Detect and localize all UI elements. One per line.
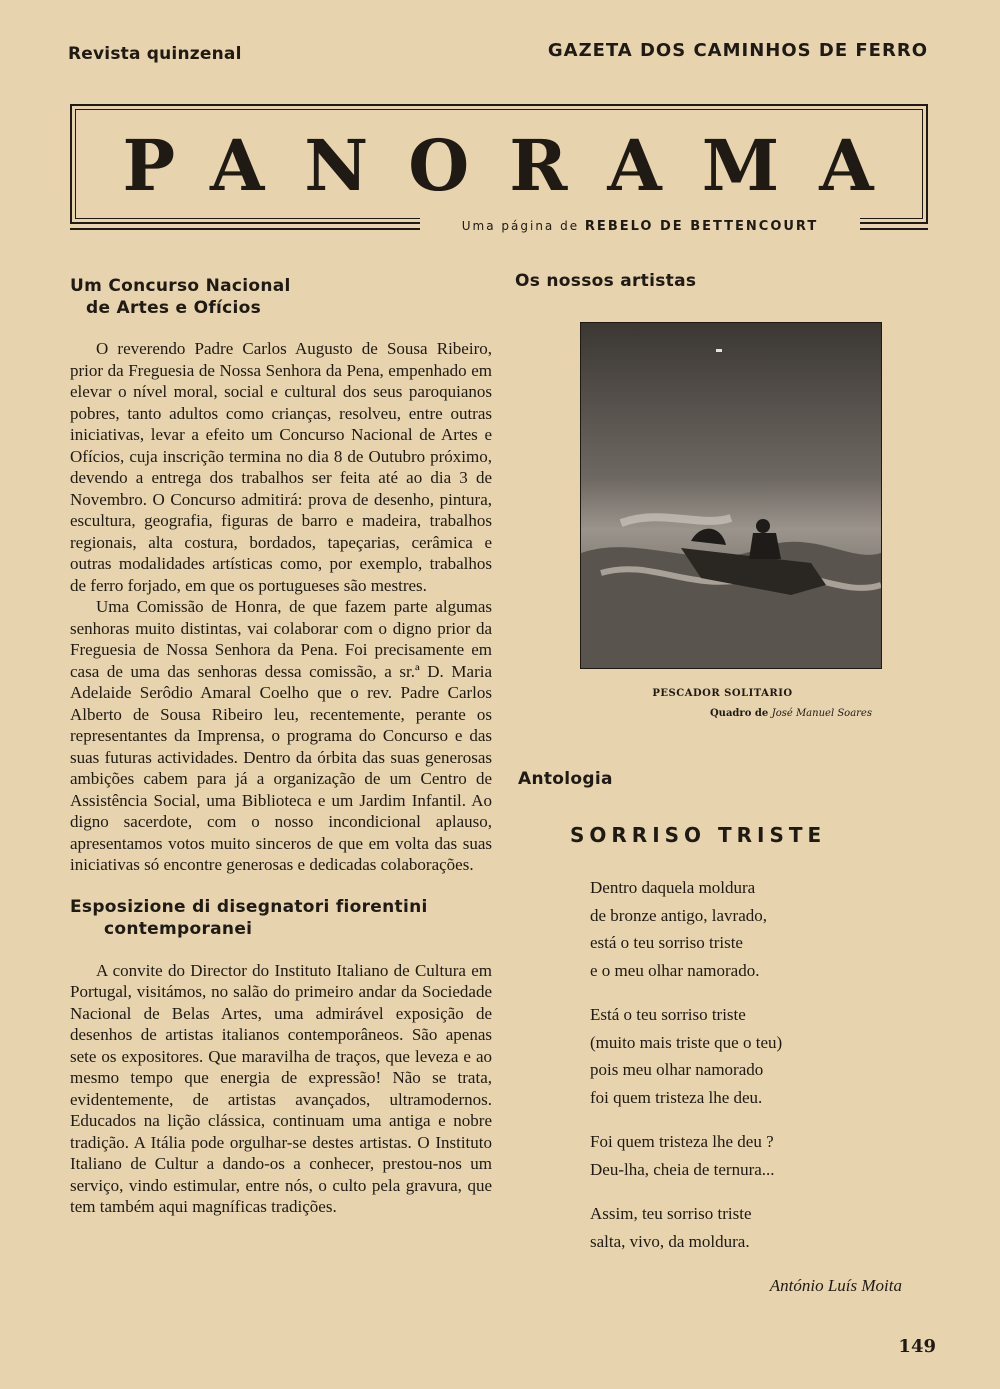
poem-stanza bbox=[590, 1001, 782, 1111]
poem-author: António Luís Moita bbox=[769, 1276, 902, 1295]
artists-title: Os nossos artistas bbox=[515, 271, 697, 291]
painting-artist: José Manuel Soares bbox=[771, 708, 872, 719]
painting-image bbox=[580, 322, 882, 669]
painting-credit-prefix: Quadro de bbox=[709, 708, 769, 719]
poem-line: está o teu sorriso triste bbox=[590, 933, 743, 952]
byline-author: REBELO DE BETTENCOURT bbox=[584, 219, 819, 234]
poem-title: SORRISO TRISTE bbox=[570, 823, 827, 847]
right-column bbox=[515, 270, 930, 1330]
article2-title-line1: Esposizione di disegnatori fiorentini bbox=[70, 896, 428, 917]
poem-line: pois meu olhar namorado bbox=[590, 1060, 764, 1079]
poem-stanza bbox=[590, 1200, 782, 1255]
article1-title-line1: Um Concurso Nacional bbox=[70, 276, 291, 296]
article1-title bbox=[70, 275, 492, 319]
article2-paragraph-1: A convite do Director do Instituto Italiano de Cultura em Portugal, visitámos, no salão do primeiro andar da Sociedade Nacional de Belas Artes, uma admirável exposição de desenhos de artistas italianos contemporâneos. São apenas sete os expositores. Que maravilha de traços, que leveza e ao mesmo tempo que energia de expressão! Não se trata, evidentemente, de artistas avançados, ultramodernos. Educados na lição clássica, continuam uma antiga e nobre tradição. A Itália pode orgulhar-se destes artistas. O Instituto Italiano de Cultur a dando-os a conhecer, prestou-nos um serviço, vindo estimular, entre nós, o culto pela gravura, que tem também aqui magníficas tradições. bbox=[70, 960, 492, 1216]
left-column bbox=[70, 275, 492, 1218]
article2-title bbox=[70, 896, 492, 940]
poem-line: Dentro daquela moldura bbox=[590, 878, 756, 897]
poem-stanza bbox=[590, 1128, 782, 1183]
article1-paragraph-1: O reverendo Padre Carlos Augusto de Sousa Ribeiro, prior da Freguesia de Nossa Senhora da Pena, empenhado em elevar o nível moral, social e cultural dos seus paroquianos pobres, tanto adultos como crianças, resolveu, entre outras iniciativas, levar a efeito um Concurso Nacional de Artes e Ofícios, cuja inscrição termina no dia 8 de Outubro próximo, devendo a entrega dos trabalhos ser feita até ao dia 3 de Novembro. O Concurso admitirá: prova de desenho, pintura, escultura, geografia, figuras de barro e madeira, trabalhos regionais, alta costura, bordados, tapeçarias, cerâmica e outras modalidades artísticas como, por exemplo, trabalhos de ferro forjado, em que os portugueses são mestres. bbox=[70, 339, 492, 595]
byline-rule-left bbox=[70, 228, 430, 230]
poem-line: (muito mais triste que o teu) bbox=[590, 1032, 783, 1052]
byline-row bbox=[70, 214, 928, 244]
poem-line: Assim, teu sorriso triste bbox=[590, 1204, 752, 1223]
painting-credit bbox=[710, 708, 872, 719]
poem-line: Deu-lha, cheia de ternura... bbox=[590, 1159, 775, 1179]
header-left: Revista quinzenal bbox=[68, 44, 242, 64]
poem-line: Foi quem tristeza lhe deu ? bbox=[590, 1132, 774, 1151]
poem-line: de bronze antigo, lavrado, bbox=[590, 905, 768, 925]
article1-title-line2: de Artes e Ofícios bbox=[86, 298, 262, 318]
header-right: GAZETA DOS CAMINHOS DE FERRO bbox=[547, 40, 928, 61]
byline bbox=[420, 214, 860, 238]
painting-caption: PESCADOR SOLITARIO bbox=[652, 688, 793, 699]
poem-stanza bbox=[590, 874, 782, 984]
article1-paragraph-2: Uma Comissão de Honra, de que fazem parte algumas senhoras muito distintas, vai colaborar com o digno prior da Freguesia de Nossa Senhora da Pena. Foi precisamente em casa de uma das senhoras dessa comissão, a sr.ª D. Maria Adelaide Serôdio Amaral Coelho que o rev. Padre Carlos Alberto de Sousa Ribeiro leu, recentemente, perante os representantes da Imprensa, o programa do Concurso e das suas futuras actividades. Dentro da órbita das suas generosas ambições cabem para já a organização de um Centro de Assistência Social, uma Biblioteca e um Jardim Infantil. Ao digno sacerdote, com o nosso incondicional aplauso, apresentamos votos muito sinceros de que em volta das suas iniciativas só encontre generosas e dedicadas colaborações. bbox=[70, 597, 492, 874]
byline-rule-right bbox=[850, 228, 928, 230]
byline-prefix: Uma página de bbox=[461, 219, 580, 233]
poem-line: foi quem tristeza lhe deu. bbox=[590, 1087, 763, 1107]
painting-boat-icon bbox=[581, 323, 881, 668]
poem-line: salta, vivo, da moldura. bbox=[590, 1231, 750, 1251]
poem bbox=[590, 874, 782, 1272]
masthead-title: PANORAMA bbox=[122, 124, 914, 207]
anthology-title: Antologia bbox=[518, 769, 613, 789]
poem-line: e o meu olhar namorado. bbox=[590, 960, 760, 980]
masthead-box bbox=[70, 104, 928, 224]
poem-line: Está o teu sorriso triste bbox=[590, 1005, 746, 1024]
article2-title-line2: contemporanei bbox=[104, 918, 253, 939]
page-number: 149 bbox=[898, 1336, 936, 1357]
